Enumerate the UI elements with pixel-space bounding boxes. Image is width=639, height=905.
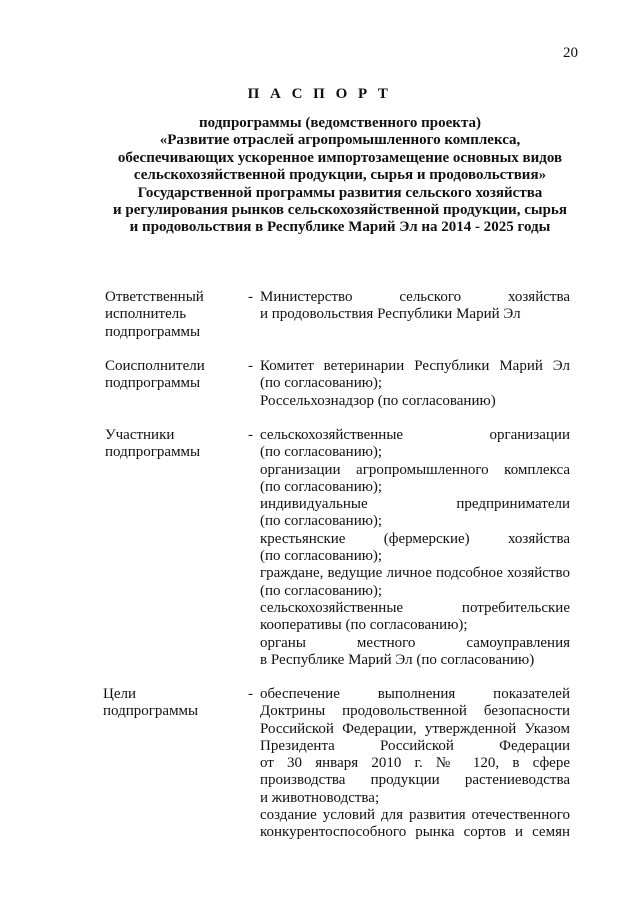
row-dash: - (248, 686, 253, 702)
header-line: подпрограммы (ведомственного проекта) (199, 115, 481, 131)
header-line: «Развитие отраслей агропромышленного комплекса, (159, 132, 521, 149)
row-label: Цели подпрограммы (103, 686, 199, 720)
row-dash: - (248, 358, 253, 374)
row-content: сельскохозяйственные организации (по согласованию); организации агропромышленного комплекса (по согласованию); индивидуальные предприниматели (по согласованию); крестьянские (фермерские) хозяйства (по согласованию); граждане, ведущие личное подсобное хозяйство (по согласованию); сельскохозяйственные потребительские кооперативы (по согласованию); органы местного самоуправления в Республике Марий Эл (по согласованию) (260, 427, 570, 668)
header-line: сельскохозяйственной продукции, сырья и продовольствия» (133, 167, 547, 184)
row-label: Соисполнители подпрограммы (105, 358, 205, 392)
row-dash: - (248, 427, 253, 443)
row-label: Ответственный исполнитель подпрограммы (105, 289, 204, 340)
document-header (40, 115, 639, 237)
header-line: обеспечивающих ускоренное импортозамещение основных видов (117, 149, 563, 166)
page-number: 20 (563, 45, 578, 61)
header-line: и продовольствия в Республике Марий Эл на 2014 - 2025 годы (129, 219, 551, 236)
row-dash: - (248, 289, 253, 305)
header-line: Государственной программы развития сельского хозяйства (137, 184, 543, 201)
header-line: и регулирования рынков сельскохозяйственной продукции, сырья (113, 202, 567, 219)
document-title: П А С П О Р Т (247, 86, 392, 102)
row-content: Комитет ветеринарии Республики Марий Эл (по согласованию); Россельхознадзор (по согласованию) (260, 358, 570, 409)
row-label: Участники подпрограммы (105, 427, 201, 461)
row-content: обеспечение выполнения показателей Доктрины продовольственной безопасности Российской Федерации, утвержденной Указом Президента Российской Федерации от 30 января 2010 г. № 120, в сфере производства продукции растениеводства и животноводства; создание условий для развития отечественного конкурентоспособного рынка сортов и семян (260, 686, 570, 841)
row-content: Министерство сельского хозяйства и продовольствия Республики Марий Эл (260, 289, 570, 323)
